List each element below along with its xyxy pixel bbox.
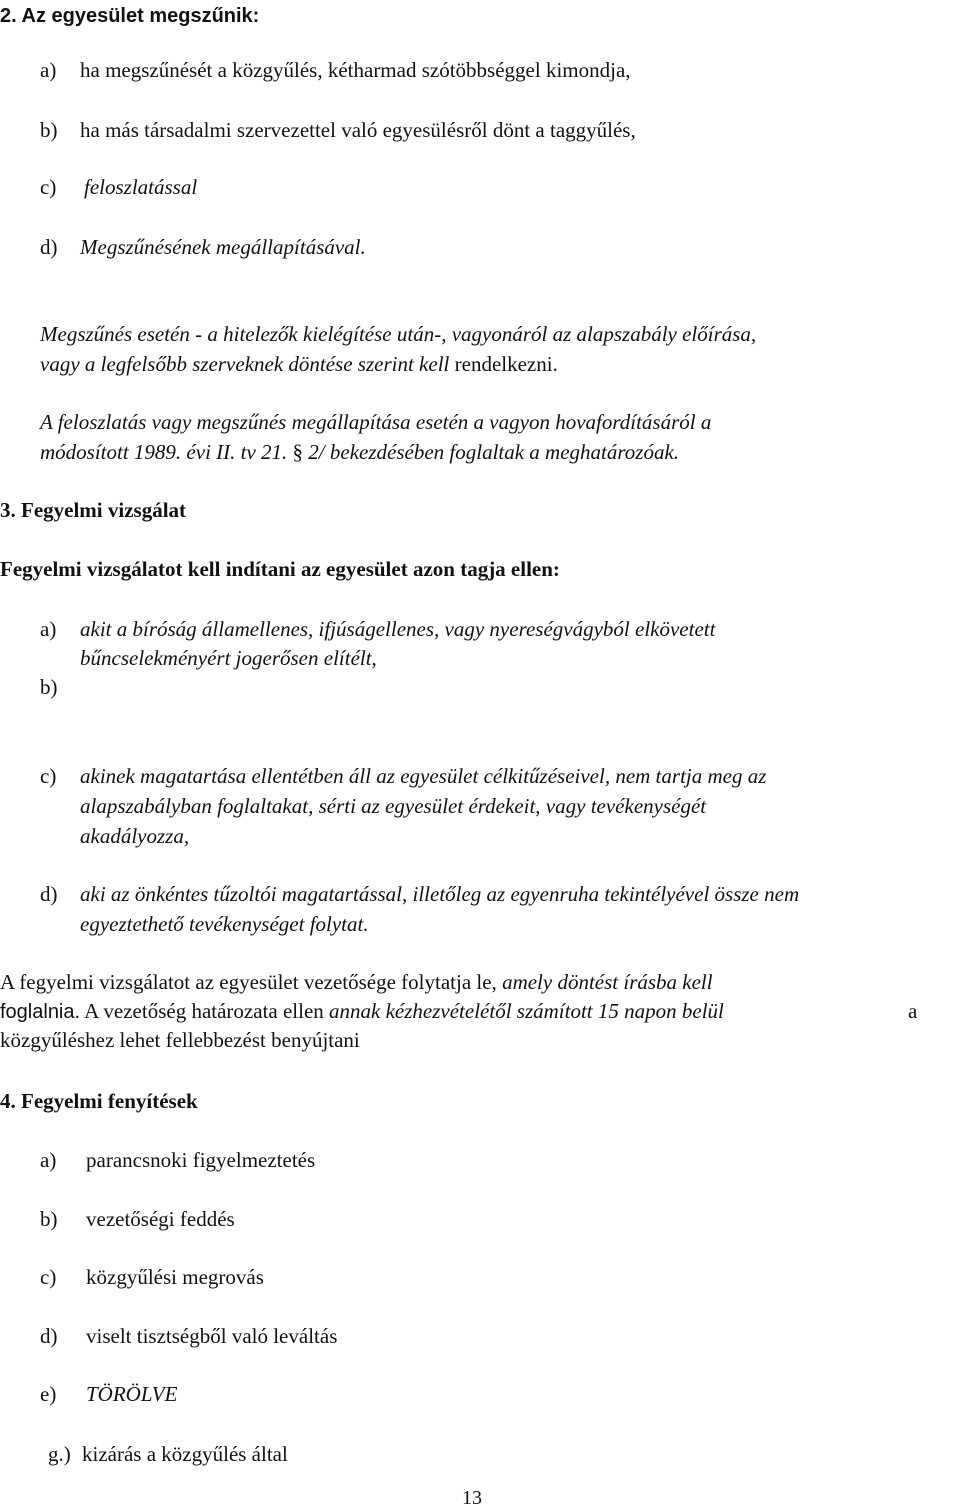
list-item: viselt tisztségből való leváltás xyxy=(86,1324,338,1348)
paragraph-text-italic: vagy a legfelsőbb szerveknek döntése szerint kell xyxy=(40,352,455,376)
list-item-line: akadályozza, xyxy=(80,824,190,848)
list-item: TÖRÖLVE xyxy=(86,1382,178,1406)
closing-line xyxy=(0,1001,724,1022)
list-item: feloszlatással xyxy=(84,175,198,199)
paragraph-line xyxy=(40,442,679,463)
list-marker: a) xyxy=(40,58,57,82)
paragraph-text: 2/ bekezdésében foglaltak a meghatározóak. xyxy=(303,440,680,464)
paragraph-line: Megszűnés esetén - a hitelezők kielégítése után-, vagyonáról az alapszabály előírása, xyxy=(40,322,757,346)
list-marker: b) xyxy=(40,1207,58,1231)
list-item: vezetőségi feddés xyxy=(86,1207,235,1231)
list-item: kizárás a közgyűlés által xyxy=(82,1442,288,1466)
section-3-heading: 3. Fegyelmi vizsgálat xyxy=(0,498,187,522)
list-marker: e) xyxy=(40,1382,57,1406)
page-number: 13 xyxy=(462,1487,482,1509)
list-item: közgyűlési megrovás xyxy=(86,1265,264,1289)
paragraph-text: rendelkezni. xyxy=(454,352,558,376)
list-item-line: akinek magatartása ellentétben áll az egyesület célkitűzéseivel, nem tartja meg az xyxy=(80,764,767,788)
closing-text: A fegyelmi vizsgálatot az egyesület vezetősége folytatja le, xyxy=(0,970,503,994)
list-item: parancsnoki figyelmeztetés xyxy=(86,1148,316,1172)
closing-text-italic: amely döntést írásba kell xyxy=(502,970,713,994)
list-marker: d) xyxy=(40,235,58,259)
paragraph-text: módosított 1989. évi II. tv 21. xyxy=(40,440,293,464)
list-item: Megszűnésének megállapításával. xyxy=(80,235,366,259)
section-4-heading: 4. Fegyelmi fenyítések xyxy=(0,1089,198,1113)
list-marker: d) xyxy=(40,882,58,906)
list-marker: c) xyxy=(40,1265,57,1289)
section-3-intro: Fegyelmi vizsgálatot kell indítani az egyesület azon tagja ellen: xyxy=(0,557,560,581)
closing-line xyxy=(0,972,713,993)
list-item-line: alapszabályban foglaltakat, sérti az egyesület érdekeit, vagy tevékenységét xyxy=(80,794,707,818)
paragraph-line: A feloszlatás vagy megszűnés megállapítása esetén a vagyon hovafordításáról a xyxy=(40,410,712,434)
section-sign: § xyxy=(292,440,304,464)
list-marker: a) xyxy=(40,1148,57,1172)
closing-line: közgyűléshez lehet fellebbezést benyújtani xyxy=(0,1028,360,1052)
list-item-line: egyeztethető tevékenységet folytat. xyxy=(80,912,369,936)
list-item: ha megszűnését a közgyűlés, kétharmad szótöbbséggel kimondja, xyxy=(80,58,631,82)
paragraph-line xyxy=(40,354,558,375)
list-item-line: akit a bíróság államellenes, ifjúságellenes, vagy nyereségvágyból elkövetett xyxy=(80,617,716,641)
list-marker: c) xyxy=(40,175,57,199)
closing-text: foglalnia. xyxy=(0,1001,81,1023)
list-marker: g.) xyxy=(48,1442,71,1466)
list-marker: a) xyxy=(40,617,57,641)
list-marker: b) xyxy=(40,118,58,142)
list-marker: b) xyxy=(40,675,58,699)
closing-text: A vezetőség határozata ellen xyxy=(84,999,330,1023)
closing-text-italic: annak kézhezvételétől számított 15 napon belül xyxy=(329,999,724,1023)
closing-text: a xyxy=(908,999,918,1023)
list-marker: d) xyxy=(40,1324,58,1348)
section-2-heading: 2. Az egyesület megszűnik: xyxy=(0,5,260,27)
list-marker: c) xyxy=(40,764,57,788)
list-item: ha más társadalmi szervezettel való egyesülésről dönt a taggyűlés, xyxy=(80,118,636,142)
list-item-line: aki az önkéntes tűzoltói magatartással, illetőleg az egyenruha tekintélyével össze nem xyxy=(80,882,800,906)
list-item-line: bűncselekményért jogerősen elítélt, xyxy=(80,646,377,670)
